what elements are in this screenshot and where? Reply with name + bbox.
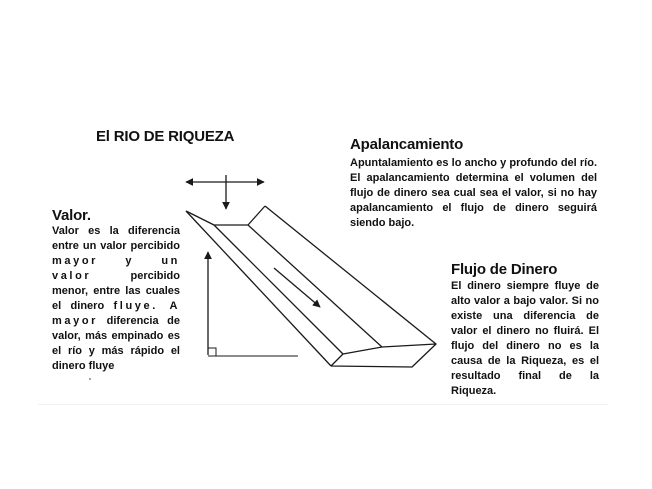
valor-heading: Valor. <box>52 207 91 224</box>
apalancamiento-heading: Apalancamiento <box>350 136 464 153</box>
footer-divider <box>38 404 608 405</box>
flujo-text: El dinero siempre fluye de alto valor a bajo valor. Si no existe una diferencia de valor el dinero no fluirá. El flujo del dinero no es la causa de la Riqueza, es el resultado final de la Riqueza. <box>451 280 599 397</box>
apalancamiento-text: Apuntalamiento es lo ancho y profundo del río. El apalancamiento determina el volumen del flujo de dinero sea cual sea el valor, si no hay apalancamiento el flujo de dinero seguirá siendo bajo. <box>350 157 597 229</box>
decorative-dot <box>89 378 91 380</box>
river-trough <box>186 206 436 367</box>
flow-arrow-icon <box>274 268 320 307</box>
valor-text-part3: diferencia de valor, más empinado es el río y más rápido el dinero fluye <box>52 315 180 372</box>
flujo-heading: Flujo de Dinero <box>451 261 558 278</box>
valor-text-part2: percibido menor, entre las cuales el dinero <box>52 270 180 312</box>
valor-text-part1: Valor es la diferencia entre un valor percibido <box>52 225 180 252</box>
valor-text-spread2: fluye. A mayor <box>52 300 180 327</box>
page-title: El RIO DE RIQUEZA <box>96 128 235 145</box>
valor-text-spread1: mayor y un valor <box>52 255 180 282</box>
right-angle-icon <box>208 348 298 356</box>
